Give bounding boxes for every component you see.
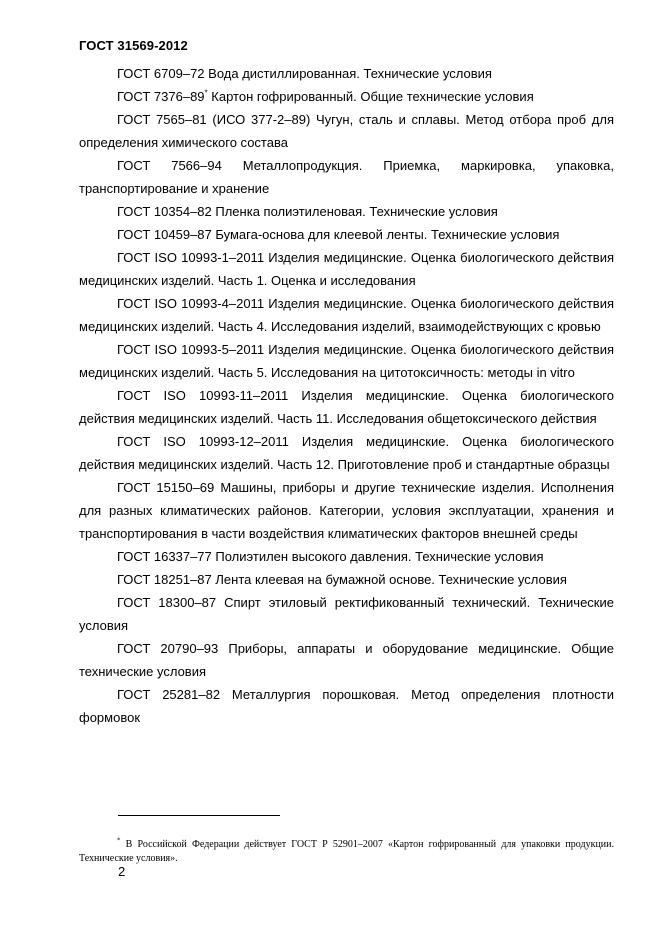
page-number: 2 [118, 864, 126, 879]
reference-gost-7376-code: ГОСТ 7376–89 [117, 89, 205, 104]
reference-iso-10993-12: ГОСТ ISO 10993-12–2011 Изделия медицинские. Оценка биологического действия медицинских изделий. Часть 12. Приготовление проб и стандартные образцы [79, 434, 614, 472]
footnote-separator [118, 815, 280, 816]
footnote-reference-mark: * [204, 88, 208, 98]
reference-gost-7376-title: Картон гофрированный. Общие технические условия [207, 89, 534, 104]
reference-gost-16337: ГОСТ 16337–77 Полиэтилен высокого давления. Технические условия [117, 549, 544, 564]
reference-gost-7566: ГОСТ 7566–94 Металлопродукция. Приемка, маркировка, упаковка, транспортирование и хранение [79, 158, 614, 196]
reference-gost-7565: ГОСТ 7565–81 (ИСО 377-2–89) Чугун, сталь и сплавы. Метод отбора проб для определения химического состава [79, 112, 614, 150]
footnote-mark: * [117, 836, 121, 845]
footnote [79, 838, 614, 866]
reference-gost-18300: ГОСТ 18300–87 Спирт этиловый ректификованный технический. Технические условия [79, 595, 614, 633]
reference-iso-10993-5: ГОСТ ISO 10993-5–2011 Изделия медицинские. Оценка биологического действия медицинских изделий. Часть 5. Исследования на цитотоксичность: методы in vitro [79, 342, 614, 380]
reference-gost-7376 [79, 85, 614, 108]
reference-gost-25281: ГОСТ 25281–82 Металлургия порошковая. Метод определения плотности формовок [79, 687, 614, 725]
reference-iso-10993-11: ГОСТ ISO 10993-11–2011 Изделия медицинские. Оценка биологического действия медицинских изделий. Часть 11. Исследования общетоксического действия [79, 388, 614, 426]
reference-gost-20790: ГОСТ 20790–93 Приборы, аппараты и оборудование медицинские. Общие технические условия [79, 641, 614, 679]
reference-gost-15150: ГОСТ 15150–69 Машины, приборы и другие технические изделия. Исполнения для разных климатических районов. Категории, условия эксплуатации, хранения и транспортирования в части воздействия климатических факторов внешней среды [79, 480, 614, 541]
reference-gost-10354: ГОСТ 10354–82 Пленка полиэтиленовая. Технические условия [117, 204, 498, 219]
reference-gost-6709: ГОСТ 6709–72 Вода дистиллированная. Технические условия [117, 66, 492, 81]
reference-iso-10993-1: ГОСТ ISO 10993-1–2011 Изделия медицинские. Оценка биологического действия медицинских изделий. Часть 1. Оценка и исследования [79, 250, 614, 288]
reference-gost-18251: ГОСТ 18251–87 Лента клеевая на бумажной основе. Технические условия [117, 572, 567, 587]
footnote-text: В Российской Федерации действует ГОСТ Р 52901–2007 «Картон гофрированный для упаковки продукции. Технические условия». [79, 839, 614, 864]
reference-gost-10459: ГОСТ 10459–87 Бумага-основа для клеевой ленты. Технические условия [117, 227, 560, 242]
document-header: ГОСТ 31569-2012 [79, 38, 188, 53]
reference-iso-10993-4: ГОСТ ISO 10993-4–2011 Изделия медицинские. Оценка биологического действия медицинских изделий. Часть 4. Исследования изделий, взаимодействующих с кровью [79, 296, 614, 334]
normative-references-list [79, 62, 614, 729]
